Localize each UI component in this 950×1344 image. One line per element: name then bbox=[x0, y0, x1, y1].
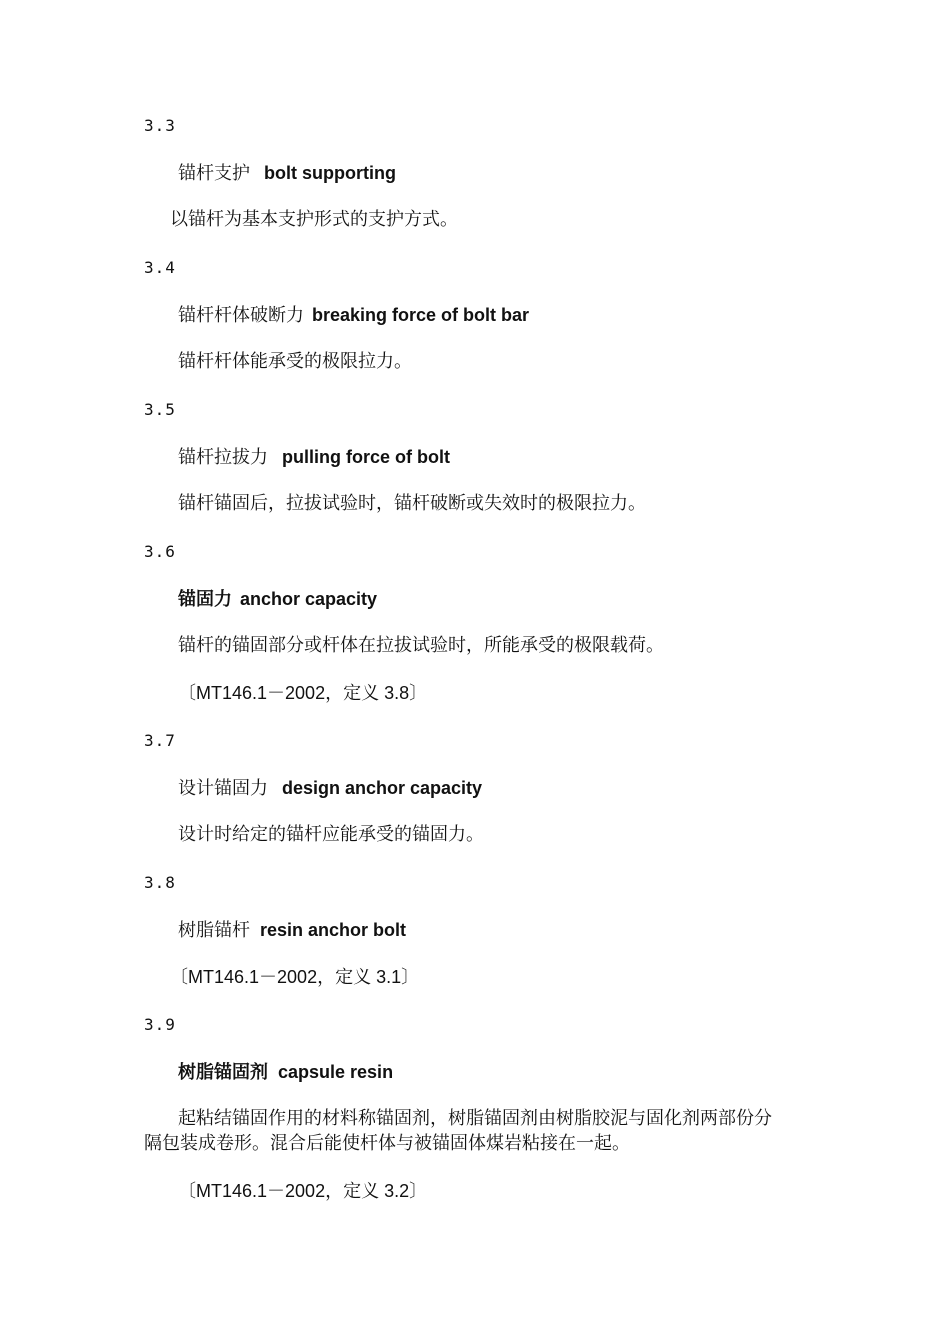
term-english: resin anchor bolt bbox=[260, 920, 407, 940]
term-english: breaking force of bolt bar bbox=[312, 305, 530, 325]
clause-number: 3.9 bbox=[144, 1015, 176, 1034]
clause-number: 3.5 bbox=[144, 400, 176, 419]
source-reference: 〔MT146.1－2002，定义 3.2〕 bbox=[178, 1181, 428, 1201]
term-heading bbox=[178, 161, 396, 186]
term-english: pulling force of bolt bbox=[282, 447, 450, 467]
term-heading bbox=[178, 1060, 393, 1085]
term-chinese: 锚固力 bbox=[178, 589, 232, 610]
term-definition: 设计时给定的锚杆应能承受的锚固力。 bbox=[178, 824, 484, 845]
term-chinese: 树脂锚固剂 bbox=[178, 1062, 268, 1083]
term-definition: 锚杆的锚固部分或杆体在拉拔试验时，所能承受的极限载荷。 bbox=[178, 635, 664, 656]
clause-number: 3.7 bbox=[144, 731, 176, 750]
term-heading bbox=[178, 776, 482, 801]
clause-number: 3.3 bbox=[144, 116, 176, 135]
clause-number: 3.8 bbox=[144, 873, 176, 892]
term-chinese: 设计锚固力 bbox=[178, 778, 268, 799]
term-english: bolt supporting bbox=[264, 163, 396, 183]
term-chinese: 树脂锚杆 bbox=[178, 920, 250, 941]
clause-number: 3.6 bbox=[144, 542, 176, 561]
term-chinese: 锚杆杆体破断力 bbox=[178, 305, 304, 326]
term-definition: 锚杆锚固后，拉拔试验时，锚杆破断或失效时的极限拉力。 bbox=[178, 493, 646, 514]
term-heading bbox=[178, 918, 406, 943]
source-reference: 〔MT146.1－2002，定义 3.8〕 bbox=[178, 683, 428, 703]
term-heading bbox=[178, 445, 450, 470]
term-definition-line: 隔包装成卷形。混合后能使杆体与被锚固体煤岩粘接在一起。 bbox=[144, 1133, 630, 1154]
term-chinese: 锚杆支护 bbox=[178, 163, 250, 184]
term-heading bbox=[178, 587, 377, 612]
source-reference: 〔MT146.1－2002，定义 3.1〕 bbox=[170, 967, 420, 987]
term-chinese: 锚杆拉拔力 bbox=[178, 447, 268, 468]
term-heading bbox=[178, 303, 529, 328]
term-definition: 以锚杆为基本支护形式的支护方式。 bbox=[170, 209, 458, 230]
term-definition-line: 起粘结锚固作用的材料称锚固剂，树脂锚固剂由树脂胶泥与固化剂两部份分 bbox=[178, 1108, 772, 1129]
term-english: design anchor capacity bbox=[282, 778, 483, 798]
term-english: anchor capacity bbox=[240, 589, 378, 609]
term-definition: 锚杆杆体能承受的极限拉力。 bbox=[178, 351, 412, 372]
clause-number: 3.4 bbox=[144, 258, 176, 277]
term-english: capsule resin bbox=[278, 1062, 394, 1082]
